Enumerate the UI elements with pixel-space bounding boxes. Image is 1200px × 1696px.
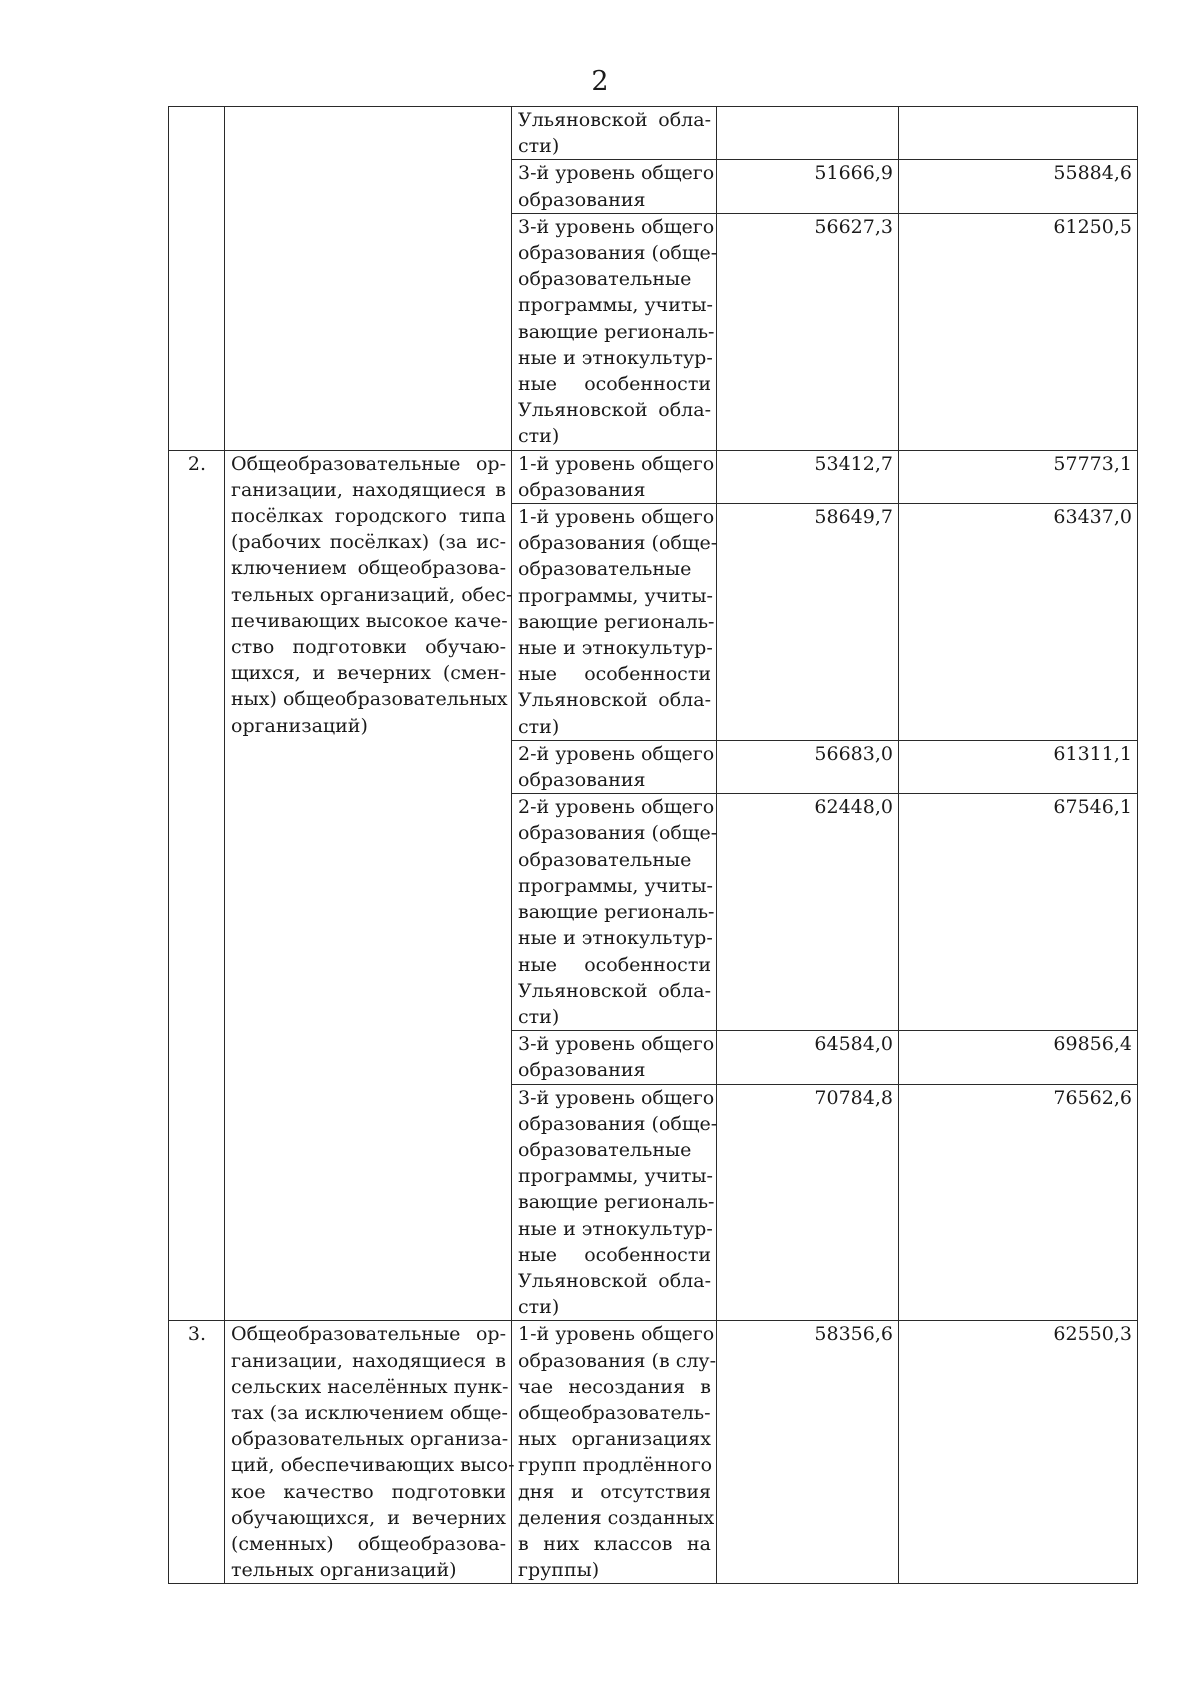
- organization-type-line: ганизации, находящиеся в: [231, 1349, 506, 1372]
- education-level-line: 3-й уровень общего: [518, 1086, 715, 1109]
- education-level-line: ных организациях: [518, 1428, 711, 1451]
- education-level-line: 3-й уровень общего: [518, 162, 715, 185]
- education-level-cell: [512, 450, 717, 503]
- table-row: [169, 450, 1138, 503]
- organization-type-line: посёлках городского типа: [231, 505, 506, 528]
- education-level-line: Ульяновской обла-: [518, 1269, 711, 1292]
- education-level-line: группы): [518, 1559, 600, 1582]
- organization-type-line: тах (за исключением обще-: [231, 1401, 508, 1424]
- education-level-line: 2-й уровень общего: [518, 742, 715, 765]
- education-level-line: вающие региональ-: [518, 610, 715, 633]
- organization-type-line: Общеобразовательные ор-: [231, 1323, 506, 1346]
- education-level-line: Ульяновской обла-: [518, 109, 711, 131]
- education-level-line: сти): [518, 715, 560, 738]
- education-level-line: образования: [518, 188, 646, 211]
- education-level-line: дня и отсутствия: [518, 1480, 711, 1503]
- education-level-line: 1-й уровень общего: [518, 452, 715, 475]
- education-level-cell: [512, 740, 717, 793]
- education-level-line: программы, учиты-: [518, 874, 713, 897]
- education-level-line: чае несоздания в: [518, 1375, 711, 1398]
- education-level-line: образовательные: [518, 558, 692, 581]
- organization-type-line: ций, обеспечивающих высо-: [231, 1454, 515, 1477]
- normative-value-1-cell: 51666,9: [717, 160, 899, 213]
- education-level-line: сти): [518, 1296, 560, 1319]
- education-level-line: ные и этнокультур-: [518, 1217, 713, 1240]
- organization-type-line: (рабочих посёлках) (за ис-: [231, 531, 506, 554]
- organization-type-line: печивающих высокое каче-: [231, 609, 508, 632]
- normative-value-1-cell: 58649,7: [717, 504, 899, 741]
- normative-value-1-cell: 53412,7: [717, 450, 899, 503]
- normative-value-2-cell: 61250,5: [899, 213, 1138, 450]
- normative-value-1-cell: 56683,0: [717, 740, 899, 793]
- organization-type-line: кое качество подготовки: [231, 1480, 506, 1503]
- row-number-cell: 3.: [169, 1321, 225, 1584]
- normative-value-2-cell: 61311,1: [899, 740, 1138, 793]
- normative-value-1-cell: 70784,8: [717, 1084, 899, 1321]
- education-level-line: образования (обще-: [518, 242, 718, 265]
- education-level-line: ные особенности: [518, 1243, 711, 1266]
- table-row: [169, 107, 1138, 160]
- education-level-cell: [512, 160, 717, 213]
- education-level-line: Ульяновской обла-: [518, 979, 711, 1002]
- education-level-cell: [512, 794, 717, 1031]
- education-level-line: общеобразователь-: [518, 1401, 711, 1424]
- education-level-line: ные и этнокультур-: [518, 927, 713, 950]
- education-level-line: ные и этнокультур-: [518, 346, 713, 369]
- organization-type-line: щихся, и вечерних (смен-: [231, 662, 506, 685]
- education-level-line: 3-й уровень общего: [518, 1033, 715, 1056]
- table-row: [169, 1321, 1138, 1584]
- normative-value-2-cell: 63437,0: [899, 504, 1138, 741]
- organization-type-line: тельных организаций): [231, 1559, 457, 1582]
- normative-value-1-cell: 64584,0: [717, 1031, 899, 1084]
- normative-value-2-cell: 76562,6: [899, 1084, 1138, 1321]
- education-level-line: 2-й уровень общего: [518, 796, 715, 819]
- education-level-line: образования (обще-: [518, 1112, 718, 1135]
- normative-value-2-cell: 67546,1: [899, 794, 1138, 1031]
- normative-value-1-cell: 62448,0: [717, 794, 899, 1031]
- education-level-cell: [512, 504, 717, 741]
- row-number-cell: 2.: [169, 450, 225, 1321]
- education-level-line: образовательные: [518, 268, 692, 291]
- education-level-line: сти): [518, 1005, 560, 1028]
- row-number-cell: [169, 107, 225, 451]
- organization-type-cell: [225, 1321, 515, 1584]
- organization-type-line: ных) общеобразовательных: [231, 688, 508, 711]
- education-level-line: деления созданных: [518, 1506, 715, 1529]
- normative-value-2-cell: 69856,4: [899, 1031, 1138, 1084]
- education-level-line: вающие региональ-: [518, 320, 715, 343]
- normative-value-2-cell: 62550,3: [899, 1321, 1138, 1584]
- education-level-cell: [512, 1084, 717, 1321]
- normatives-table: [168, 106, 1138, 1584]
- education-level-cell: [512, 213, 717, 450]
- education-level-line: сти): [518, 425, 560, 448]
- education-level-line: ные и этнокультур-: [518, 637, 713, 660]
- organization-type-cell: [225, 450, 512, 1321]
- education-level-line: образовательные: [518, 848, 692, 871]
- organization-type-line: обучающихся, и вечерних: [231, 1506, 506, 1529]
- education-level-line: образования (обще-: [518, 822, 718, 845]
- education-level-line: программы, учиты-: [518, 294, 713, 317]
- education-level-line: образования: [518, 769, 646, 792]
- organization-type-line: (сменных) общеобразова-: [231, 1532, 506, 1555]
- education-level-cell: [512, 1031, 717, 1084]
- organization-type-line: ключением общеобразова-: [231, 557, 506, 580]
- organization-type-line: тельных организаций, обес-: [231, 583, 513, 606]
- education-level-cell: [512, 1321, 717, 1584]
- normative-value-2-cell: [899, 107, 1138, 160]
- normative-value-2-cell: 57773,1: [899, 450, 1138, 503]
- education-level-line: Ульяновской обла-: [518, 689, 711, 712]
- education-level-line: образовательные: [518, 1138, 692, 1161]
- education-level-line: образования: [518, 1059, 646, 1082]
- education-level-line: программы, учиты-: [518, 1165, 713, 1188]
- organization-type-line: Общеобразовательные ор-: [231, 452, 506, 475]
- organization-type-line: ство подготовки обучаю-: [231, 636, 506, 659]
- education-level-line: 1-й уровень общего: [518, 506, 715, 529]
- education-level-line: ные особенности: [518, 663, 711, 686]
- education-level-line: вающие региональ-: [518, 901, 715, 924]
- education-level-line: образования (обще-: [518, 532, 718, 555]
- education-level-line: Ульяновской обла-: [518, 399, 711, 422]
- organization-type-line: ганизации, находящиеся в: [231, 478, 506, 501]
- normative-value-1-cell: 58356,6: [717, 1321, 899, 1584]
- education-level-cell: [512, 107, 717, 160]
- organization-type-cell: [225, 107, 512, 451]
- normative-value-2-cell: 55884,6: [899, 160, 1138, 213]
- education-level-line: сти): [518, 135, 560, 158]
- normative-value-1-cell: 56627,3: [717, 213, 899, 450]
- organization-type-line: образовательных организа-: [231, 1428, 509, 1451]
- page-number: 2: [591, 66, 609, 97]
- education-level-line: групп продлённого: [518, 1454, 713, 1477]
- education-level-line: 3-й уровень общего: [518, 215, 715, 238]
- education-level-line: программы, учиты-: [518, 584, 713, 607]
- organization-type-line: сельских населённых пунк-: [231, 1375, 509, 1398]
- education-level-line: образования: [518, 478, 646, 501]
- education-level-line: вающие региональ-: [518, 1191, 715, 1214]
- education-level-line: в них классов на: [518, 1532, 711, 1555]
- education-level-line: ные особенности: [518, 373, 711, 396]
- education-level-line: ные особенности: [518, 953, 711, 976]
- education-level-line: 1-й уровень общего: [518, 1323, 715, 1346]
- education-level-line: образования (в слу-: [518, 1349, 717, 1372]
- organization-type-line: организаций): [231, 714, 368, 737]
- normative-value-1-cell: [717, 107, 899, 160]
